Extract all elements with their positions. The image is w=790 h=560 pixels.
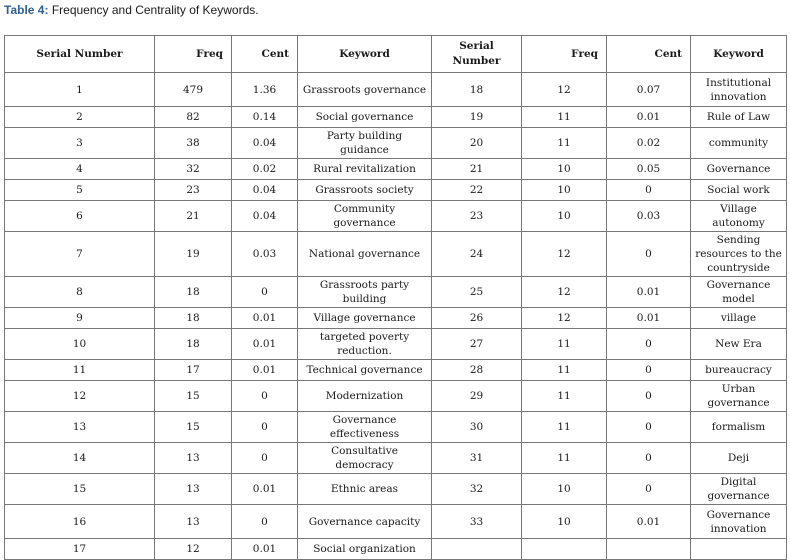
cell-serial-2: 18 bbox=[432, 73, 522, 107]
table-row bbox=[5, 107, 787, 128]
cell-serial-2 bbox=[432, 539, 522, 560]
cell-freq-2: 10 bbox=[522, 159, 607, 180]
cell-freq-2 bbox=[522, 539, 607, 560]
table-row bbox=[5, 474, 787, 505]
table-row bbox=[5, 73, 787, 107]
cell-keyword-2: Deji bbox=[691, 443, 787, 474]
cell-keyword-2: community bbox=[691, 128, 787, 159]
cell-serial-2: 29 bbox=[432, 381, 522, 412]
cell-serial: 6 bbox=[5, 201, 155, 232]
table-row bbox=[5, 443, 787, 474]
cell-cent-2: 0.01 bbox=[607, 505, 691, 539]
table-row bbox=[5, 329, 787, 360]
cell-cent-2: 0.01 bbox=[607, 277, 691, 308]
table-row bbox=[5, 308, 787, 329]
cell-cent: 0.01 bbox=[232, 360, 298, 381]
cell-cent-2: 0 bbox=[607, 443, 691, 474]
cell-cent-2: 0 bbox=[607, 180, 691, 201]
cell-keyword: targeted poverty reduction. bbox=[298, 329, 432, 360]
cell-serial: 9 bbox=[5, 308, 155, 329]
table-row bbox=[5, 232, 787, 277]
table-row bbox=[5, 412, 787, 443]
cell-freq: 38 bbox=[155, 128, 232, 159]
cell-serial-2: 23 bbox=[432, 201, 522, 232]
cell-serial-2: 25 bbox=[432, 277, 522, 308]
cell-freq-2: 11 bbox=[522, 107, 607, 128]
cell-serial-2: 32 bbox=[432, 474, 522, 505]
cell-freq: 13 bbox=[155, 505, 232, 539]
cell-keyword-2: Digital governance bbox=[691, 474, 787, 505]
cell-freq: 12 bbox=[155, 539, 232, 560]
cell-freq-2: 10 bbox=[522, 474, 607, 505]
cell-freq: 21 bbox=[155, 201, 232, 232]
cell-cent-2 bbox=[607, 539, 691, 560]
cell-cent: 0.01 bbox=[232, 308, 298, 329]
cell-cent: 0.04 bbox=[232, 128, 298, 159]
cell-freq-2: 12 bbox=[522, 308, 607, 329]
cell-keyword: Technical governance bbox=[298, 360, 432, 381]
cell-freq: 18 bbox=[155, 329, 232, 360]
cell-serial-2: 26 bbox=[432, 308, 522, 329]
cell-keyword-2: Governance innovation bbox=[691, 505, 787, 539]
cell-freq-2: 11 bbox=[522, 329, 607, 360]
header-freq: Freq bbox=[155, 36, 232, 73]
table-body bbox=[5, 73, 787, 560]
cell-freq: 13 bbox=[155, 443, 232, 474]
cell-serial-2: 21 bbox=[432, 159, 522, 180]
cell-keyword-2: Urban governance bbox=[691, 381, 787, 412]
header-cent: Cent bbox=[232, 36, 298, 73]
cell-keyword-2: Rule of Law bbox=[691, 107, 787, 128]
cell-keyword: Community governance bbox=[298, 201, 432, 232]
cell-freq: 18 bbox=[155, 277, 232, 308]
cell-keyword: Social governance bbox=[298, 107, 432, 128]
table-row bbox=[5, 277, 787, 308]
table-row bbox=[5, 539, 787, 560]
cell-keyword-2: New Era bbox=[691, 329, 787, 360]
cell-cent-2: 0 bbox=[607, 232, 691, 277]
cell-keyword: Village governance bbox=[298, 308, 432, 329]
cell-keyword: Grassroots party building bbox=[298, 277, 432, 308]
cell-serial-2: 22 bbox=[432, 180, 522, 201]
table-title: Frequency and Centrality of Keywords. bbox=[51, 3, 259, 17]
cell-freq: 15 bbox=[155, 412, 232, 443]
cell-keyword: Ethnic areas bbox=[298, 474, 432, 505]
cell-freq-2: 11 bbox=[522, 360, 607, 381]
cell-cent: 0 bbox=[232, 505, 298, 539]
cell-keyword: Party building guidance bbox=[298, 128, 432, 159]
table-row bbox=[5, 128, 787, 159]
cell-freq: 82 bbox=[155, 107, 232, 128]
cell-keyword-2: Social work bbox=[691, 180, 787, 201]
cell-cent-2: 0 bbox=[607, 412, 691, 443]
cell-serial: 2 bbox=[5, 107, 155, 128]
cell-freq-2: 11 bbox=[522, 381, 607, 412]
cell-freq: 18 bbox=[155, 308, 232, 329]
cell-serial: 14 bbox=[5, 443, 155, 474]
cell-keyword: National governance bbox=[298, 232, 432, 277]
cell-cent: 0.04 bbox=[232, 201, 298, 232]
header-keyword-2: Keyword bbox=[691, 36, 787, 73]
cell-keyword-2: Sending resources to the countryside bbox=[691, 232, 787, 277]
cell-serial: 16 bbox=[5, 505, 155, 539]
cell-cent: 0 bbox=[232, 381, 298, 412]
cell-cent: 0 bbox=[232, 443, 298, 474]
cell-cent-2: 0 bbox=[607, 381, 691, 412]
cell-keyword: Consultative democracy bbox=[298, 443, 432, 474]
cell-freq: 15 bbox=[155, 381, 232, 412]
cell-freq: 479 bbox=[155, 73, 232, 107]
cell-keyword-2: Village autonomy bbox=[691, 201, 787, 232]
cell-cent: 1.36 bbox=[232, 73, 298, 107]
cell-cent-2: 0.05 bbox=[607, 159, 691, 180]
cell-serial: 5 bbox=[5, 180, 155, 201]
cell-keyword: Governance capacity bbox=[298, 505, 432, 539]
cell-keyword-2: Governance bbox=[691, 159, 787, 180]
cell-serial: 17 bbox=[5, 539, 155, 560]
cell-keyword-2: Institutional innovation bbox=[691, 73, 787, 107]
cell-freq: 23 bbox=[155, 180, 232, 201]
cell-cent: 0.01 bbox=[232, 539, 298, 560]
cell-serial: 11 bbox=[5, 360, 155, 381]
cell-serial-2: 24 bbox=[432, 232, 522, 277]
table-row bbox=[5, 180, 787, 201]
cell-serial: 3 bbox=[5, 128, 155, 159]
cell-serial-2: 30 bbox=[432, 412, 522, 443]
header-keyword: Keyword bbox=[298, 36, 432, 73]
cell-freq: 13 bbox=[155, 474, 232, 505]
cell-freq-2: 10 bbox=[522, 201, 607, 232]
cell-keyword: Modernization bbox=[298, 381, 432, 412]
cell-keyword: Grassroots society bbox=[298, 180, 432, 201]
cell-cent: 0.14 bbox=[232, 107, 298, 128]
cell-serial: 15 bbox=[5, 474, 155, 505]
cell-cent-2: 0 bbox=[607, 474, 691, 505]
cell-keyword-2: Governance model bbox=[691, 277, 787, 308]
cell-freq-2: 11 bbox=[522, 128, 607, 159]
cell-serial: 7 bbox=[5, 232, 155, 277]
keyword-table bbox=[4, 35, 787, 560]
cell-serial-2: 31 bbox=[432, 443, 522, 474]
cell-freq-2: 11 bbox=[522, 443, 607, 474]
cell-keyword-2: village bbox=[691, 308, 787, 329]
cell-serial: 4 bbox=[5, 159, 155, 180]
cell-keyword: Social organization bbox=[298, 539, 432, 560]
cell-freq-2: 10 bbox=[522, 505, 607, 539]
cell-keyword-2: bureaucracy bbox=[691, 360, 787, 381]
cell-serial: 13 bbox=[5, 412, 155, 443]
table-row bbox=[5, 201, 787, 232]
header-cent-2: Cent bbox=[607, 36, 691, 73]
cell-freq: 32 bbox=[155, 159, 232, 180]
cell-cent-2: 0 bbox=[607, 329, 691, 360]
cell-serial: 1 bbox=[5, 73, 155, 107]
cell-cent-2: 0.01 bbox=[607, 308, 691, 329]
table-row bbox=[5, 505, 787, 539]
cell-cent-2: 0.07 bbox=[607, 73, 691, 107]
header-row bbox=[5, 36, 787, 73]
table-row bbox=[5, 360, 787, 381]
cell-serial: 12 bbox=[5, 381, 155, 412]
cell-freq: 17 bbox=[155, 360, 232, 381]
table-row bbox=[5, 159, 787, 180]
cell-serial: 8 bbox=[5, 277, 155, 308]
cell-serial-2: 19 bbox=[432, 107, 522, 128]
cell-cent-2: 0.01 bbox=[607, 107, 691, 128]
cell-keyword: Grassroots governance bbox=[298, 73, 432, 107]
cell-cent: 0.03 bbox=[232, 232, 298, 277]
cell-cent-2: 0.02 bbox=[607, 128, 691, 159]
cell-serial-2: 33 bbox=[432, 505, 522, 539]
cell-freq-2: 12 bbox=[522, 73, 607, 107]
cell-freq-2: 12 bbox=[522, 232, 607, 277]
cell-keyword-2 bbox=[691, 539, 787, 560]
cell-cent: 0 bbox=[232, 277, 298, 308]
table-label: Table 4: bbox=[4, 3, 49, 17]
table-row bbox=[5, 381, 787, 412]
cell-cent-2: 0.03 bbox=[607, 201, 691, 232]
cell-cent: 0 bbox=[232, 412, 298, 443]
cell-cent: 0.01 bbox=[232, 329, 298, 360]
cell-freq-2: 10 bbox=[522, 180, 607, 201]
cell-cent: 0.04 bbox=[232, 180, 298, 201]
header-serial-number-2: Serial Number bbox=[432, 36, 522, 73]
table-caption bbox=[4, 3, 259, 17]
cell-freq: 19 bbox=[155, 232, 232, 277]
cell-freq-2: 12 bbox=[522, 277, 607, 308]
cell-keyword: Governance effectiveness bbox=[298, 412, 432, 443]
cell-keyword: Rural revitalization bbox=[298, 159, 432, 180]
cell-serial-2: 28 bbox=[432, 360, 522, 381]
cell-cent-2: 0 bbox=[607, 360, 691, 381]
header-freq-2: Freq bbox=[522, 36, 607, 73]
cell-serial: 10 bbox=[5, 329, 155, 360]
cell-keyword-2: formalism bbox=[691, 412, 787, 443]
cell-serial-2: 20 bbox=[432, 128, 522, 159]
header-serial-number: Serial Number bbox=[5, 36, 155, 73]
cell-cent: 0.01 bbox=[232, 474, 298, 505]
cell-freq-2: 11 bbox=[522, 412, 607, 443]
cell-cent: 0.02 bbox=[232, 159, 298, 180]
cell-serial-2: 27 bbox=[432, 329, 522, 360]
